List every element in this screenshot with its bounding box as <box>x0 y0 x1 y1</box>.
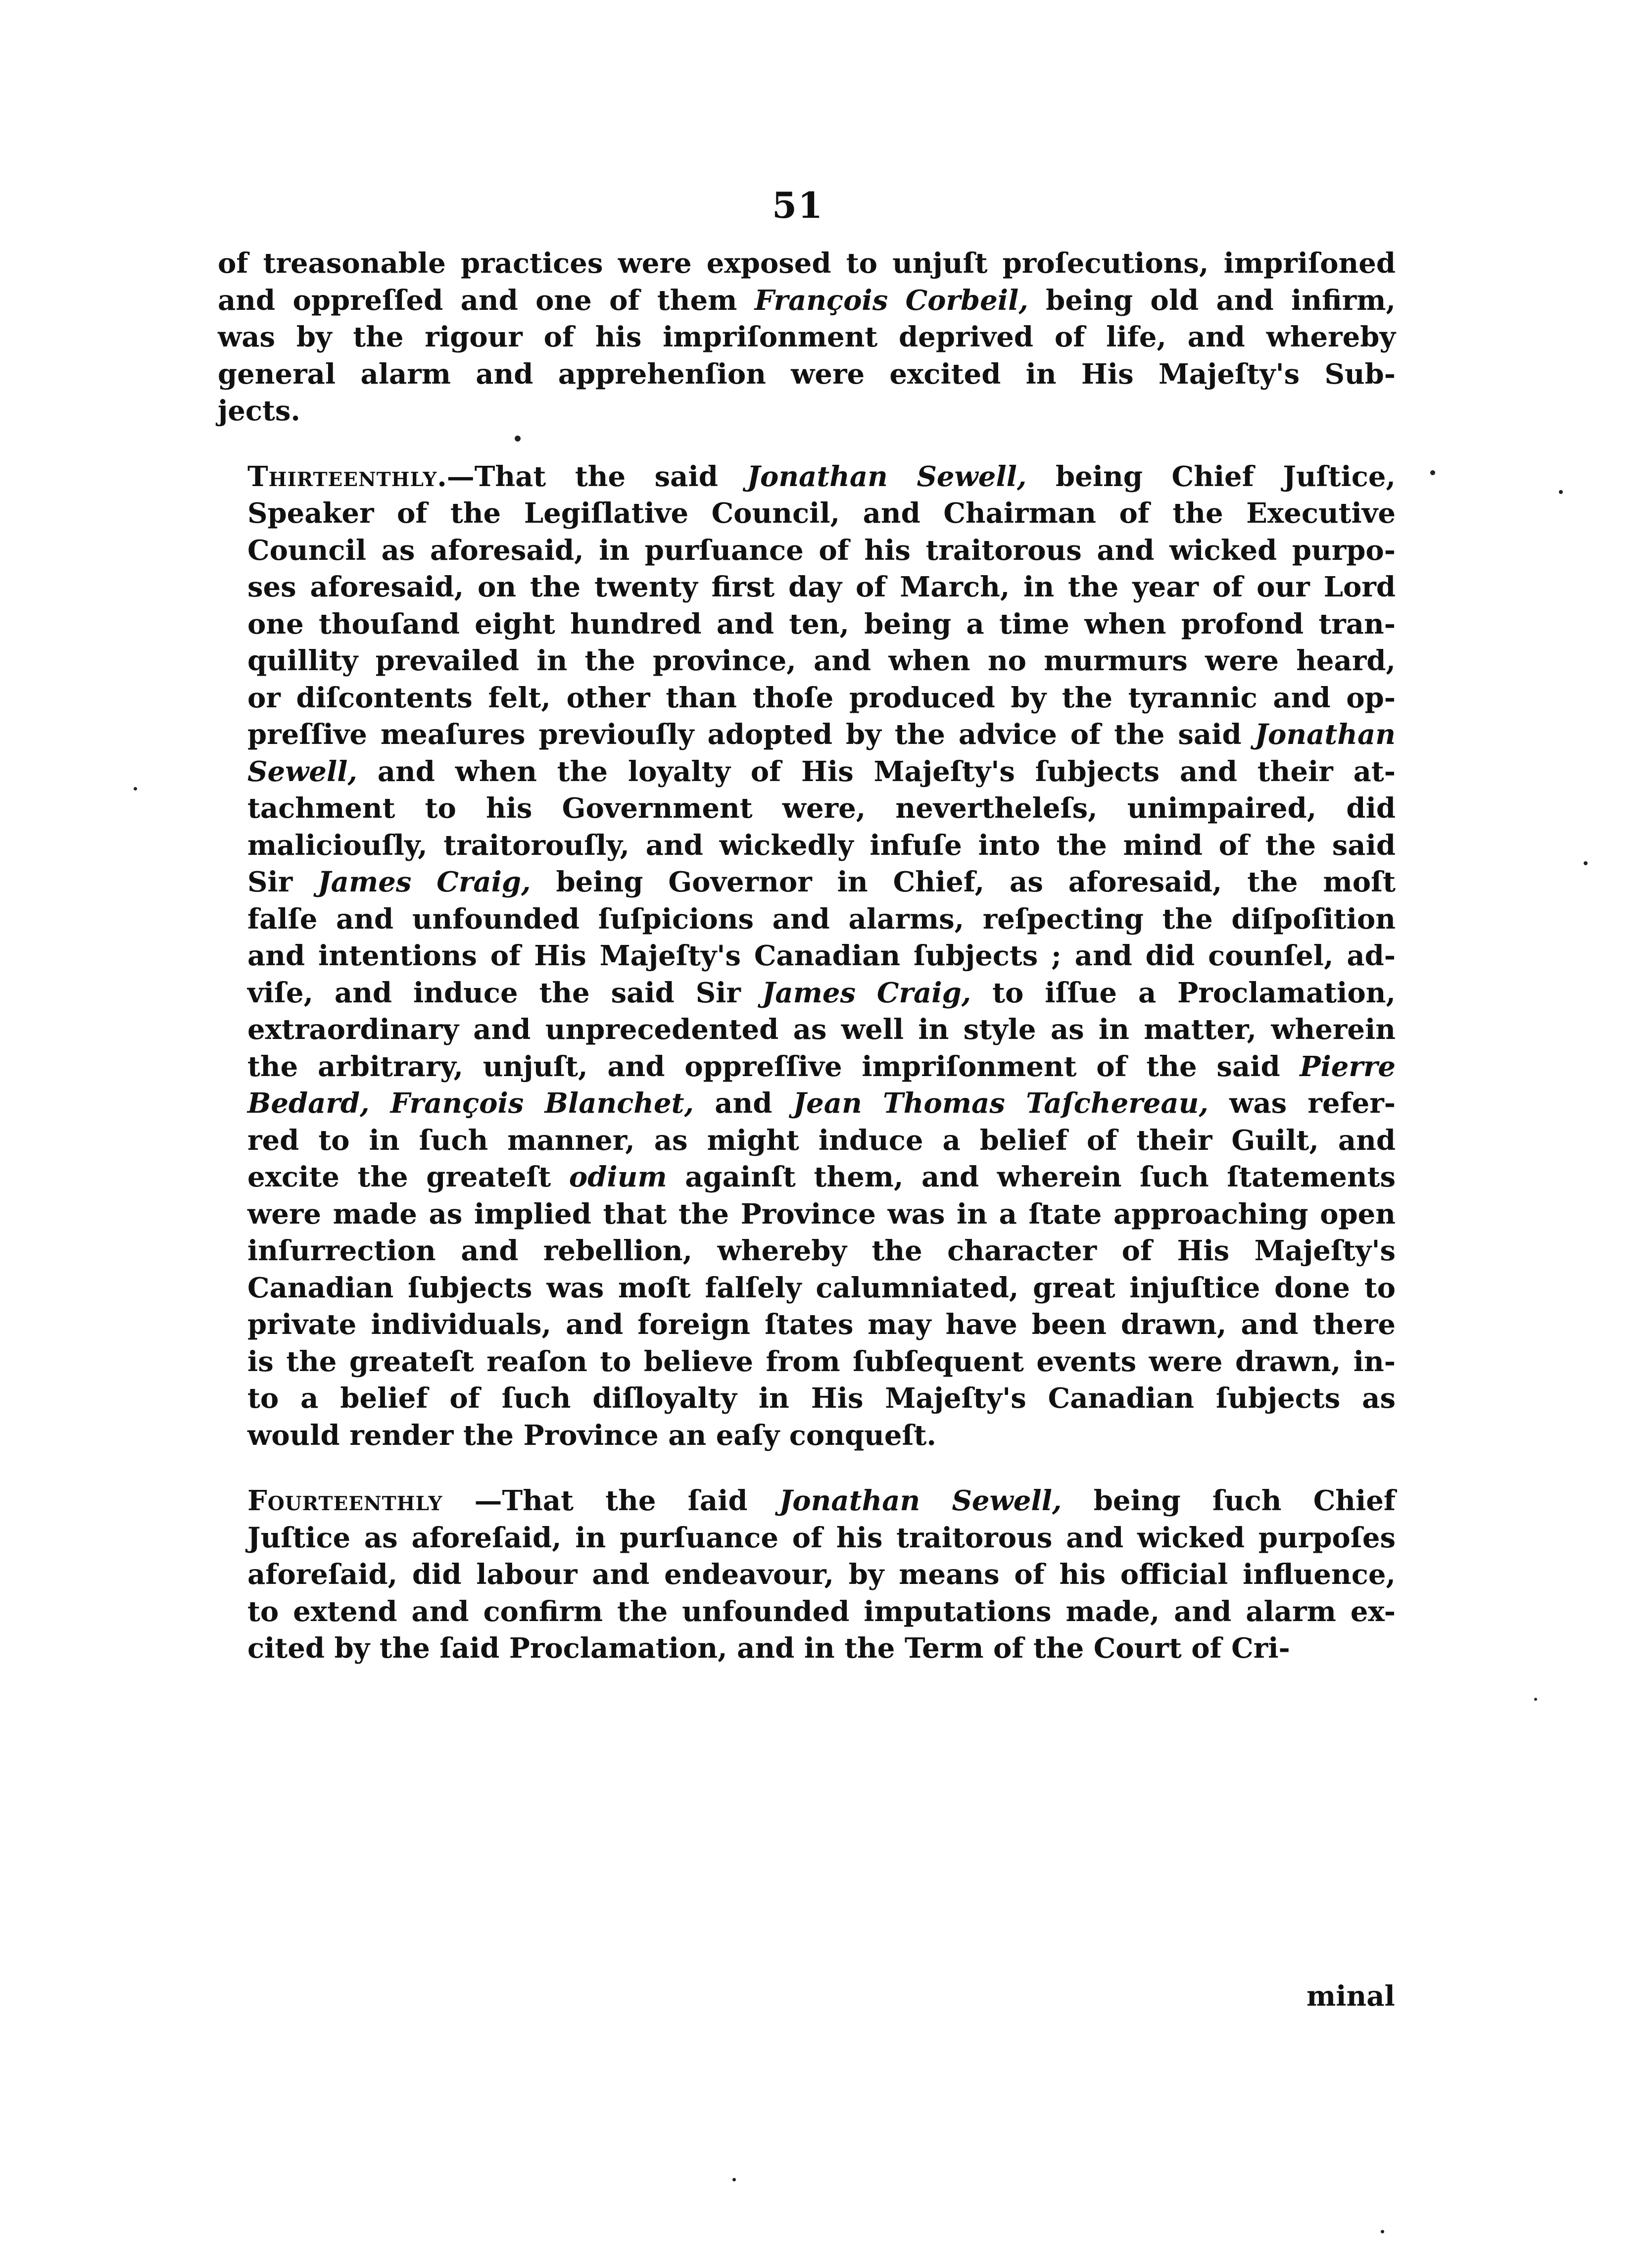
text-line <box>247 901 1396 938</box>
scan-speck <box>1534 1698 1537 1701</box>
paragraph-thirteenthly <box>218 458 1396 1454</box>
text-line <box>247 1306 1396 1343</box>
text-run: extraordinary and unprecedented as well in style as in matter, wherein <box>247 1013 1396 1046</box>
text-line <box>247 753 1396 790</box>
text-line <box>247 1520 1396 1557</box>
text-run: viſe, and induce the said Sir <box>247 976 762 1009</box>
text-line <box>247 790 1396 827</box>
text-line <box>247 1593 1396 1630</box>
text-run: jects. <box>218 394 300 427</box>
text-line <box>247 1196 1396 1233</box>
text-run: to iſſue a Proclamation, <box>971 976 1396 1009</box>
text-run: quillity prevailed in the province, and when no murmurs were heard, <box>247 644 1396 677</box>
text-line <box>247 1233 1396 1270</box>
text-run: of treasonable practices were exposed to unjuſt proſecutions, impriſoned <box>218 247 1396 280</box>
text-run: is the greateſt reaſon to believe from ſubſequent events were drawn, in- <box>247 1345 1396 1378</box>
section-label: Fourteenthly <box>247 1484 443 1517</box>
text-run: was by the rigour of his impriſonment deprived of life, and whereby <box>218 321 1396 353</box>
text-run: to a belief of ſuch diſloyalty in His Majeſty's Canadian ſubjects as <box>247 1382 1396 1415</box>
text-line <box>247 1630 1396 1667</box>
text-run: Speaker of the Legiſlative Council, and Chairman of the Executive <box>247 497 1396 530</box>
text-line <box>247 1417 1396 1454</box>
text-run: and intentions of His Majeſty's Canadian ſubjects ; and did counſel, ad- <box>247 939 1396 972</box>
text-run: cited by the ſaid Proclamation, and in the Term of the Court of Cri- <box>247 1632 1290 1665</box>
text-run: private individuals, and foreign ſtates may have been drawn, and there <box>247 1308 1396 1341</box>
text-line <box>247 975 1396 1012</box>
text-run: to extend and confirm the unfounded imputations made, and alarm ex- <box>247 1595 1396 1628</box>
text-run: one thouſand eight hundred and ten, being a time when profond tran- <box>247 607 1396 641</box>
text-run: being Governor in Chief, as aforesaid, the moſt <box>531 866 1396 898</box>
text-line <box>247 569 1396 606</box>
italic-run: Bedard, François Blanchet, <box>247 1087 694 1120</box>
text-line <box>218 319 1396 356</box>
text-run: or diſcontents felt, other than thoſe produced by the tyrannic and op- <box>247 681 1396 714</box>
text-run: were made as implied that the Province was in a ſtate approaching open <box>247 1197 1396 1231</box>
text-run: —That the ſaid <box>442 1484 779 1517</box>
text-run: would render the Province an eaſy conqueſt. <box>247 1419 936 1452</box>
text-run: and oppreſſed and one of them <box>218 284 755 317</box>
section-label: Thirteenthly <box>247 460 437 493</box>
text-line <box>247 1048 1396 1085</box>
page-body <box>218 245 1396 1667</box>
scan-speck <box>1559 490 1563 494</box>
text-run: being old and infirm, <box>1028 284 1396 317</box>
text-run: maliciouſly, traitorouſly, and wickedly infuſe into the mind of the said <box>247 829 1396 862</box>
text-line <box>218 356 1396 393</box>
italic-run: Jean Thomas Taſchereau, <box>793 1087 1209 1120</box>
scan-speck <box>515 436 521 442</box>
text-run: .—That the said <box>437 460 747 493</box>
text-line <box>247 1122 1396 1159</box>
text-run: Juſtice as aforeſaid, in purſuance of his traitorous and wicked purpoſes <box>247 1521 1396 1554</box>
text-run: preſſive meaſures previouſly adopted by the advice of the said <box>247 718 1255 751</box>
text-line <box>218 282 1396 319</box>
text-line <box>247 606 1396 643</box>
text-line <box>218 245 1396 282</box>
text-run: excite the greateſt <box>247 1161 569 1193</box>
text-line <box>247 937 1396 975</box>
text-line <box>218 393 1396 430</box>
italic-run: Jonathan Sewell, <box>779 1484 1062 1517</box>
text-line <box>247 1380 1396 1417</box>
text-run: being ſuch Chief <box>1062 1484 1396 1517</box>
catchword: minal <box>1306 1980 1395 2013</box>
text-run: red to in ſuch manner, as might induce a belief of their Guilt, and <box>247 1124 1396 1157</box>
scan-speck <box>1584 861 1588 865</box>
text-run: the arbitrary, unjuſt, and oppreſſive impriſonment of the said <box>247 1050 1300 1083</box>
text-run: tachment to his Government were, nevertheleſs, unimpaired, did <box>247 792 1396 825</box>
italic-run: odium <box>569 1161 667 1193</box>
page-number: 51 <box>772 184 824 226</box>
text-line <box>247 495 1396 532</box>
scan-speck <box>134 787 137 790</box>
text-run: Canadian ſubjects was moſt falſely calumniated, great injuſtice done to <box>247 1271 1396 1304</box>
italic-run: Sewell, <box>247 755 357 788</box>
text-run: aforeſaid, did labour and endeavour, by means of his official influence, <box>247 1558 1396 1591</box>
paragraph-fourteenthly <box>218 1482 1396 1667</box>
text-line <box>247 458 1396 495</box>
text-line <box>247 1343 1396 1381</box>
text-run: and when the loyalty of His Majeſty's ſubjects and their at- <box>357 755 1396 788</box>
text-run: falſe and unfounded ſuſpicions and alarms, reſpecting the diſpoſition <box>247 902 1396 936</box>
italic-run: Jonathan Sewell, <box>747 460 1027 493</box>
text-line <box>247 1085 1396 1122</box>
text-run: inſurrection and rebellion, whereby the character of His Majeſty's <box>247 1234 1396 1267</box>
italic-run: James Craig, <box>762 976 971 1009</box>
text-run: ses aforesaid, on the twenty first day of March, in the year of our Lord <box>247 571 1396 603</box>
text-run: being Chief Juſtice, <box>1026 460 1396 493</box>
text-line <box>247 1482 1396 1520</box>
text-line <box>247 864 1396 901</box>
text-run: was refer- <box>1208 1087 1396 1120</box>
scan-speck <box>1430 470 1435 475</box>
scan-speck <box>1381 2230 1384 2233</box>
italic-run: James Craig, <box>318 866 531 898</box>
text-run: againſt them, and wherein ſuch ſtatements <box>667 1161 1396 1193</box>
text-run: general alarm and apprehenſion were excited in His Majeſty's Sub- <box>218 357 1396 391</box>
text-line <box>247 1556 1396 1593</box>
paragraph-continued <box>218 245 1396 430</box>
italic-run: François Corbeil, <box>754 284 1028 317</box>
scan-speck <box>732 2178 736 2181</box>
text-run: Sir <box>247 866 318 898</box>
text-run: and <box>694 1087 793 1120</box>
text-line <box>247 680 1396 717</box>
text-run: Council as aforesaid, in purſuance of his traitorous and wicked purpo- <box>247 534 1396 567</box>
text-line <box>247 1270 1396 1307</box>
italic-run: Pierre <box>1300 1050 1396 1083</box>
text-line <box>247 1011 1396 1048</box>
text-line <box>247 716 1396 753</box>
text-line <box>247 827 1396 864</box>
text-line <box>247 1159 1396 1196</box>
text-line <box>247 642 1396 680</box>
italic-run: Jonathan <box>1255 718 1396 751</box>
text-line <box>247 532 1396 569</box>
